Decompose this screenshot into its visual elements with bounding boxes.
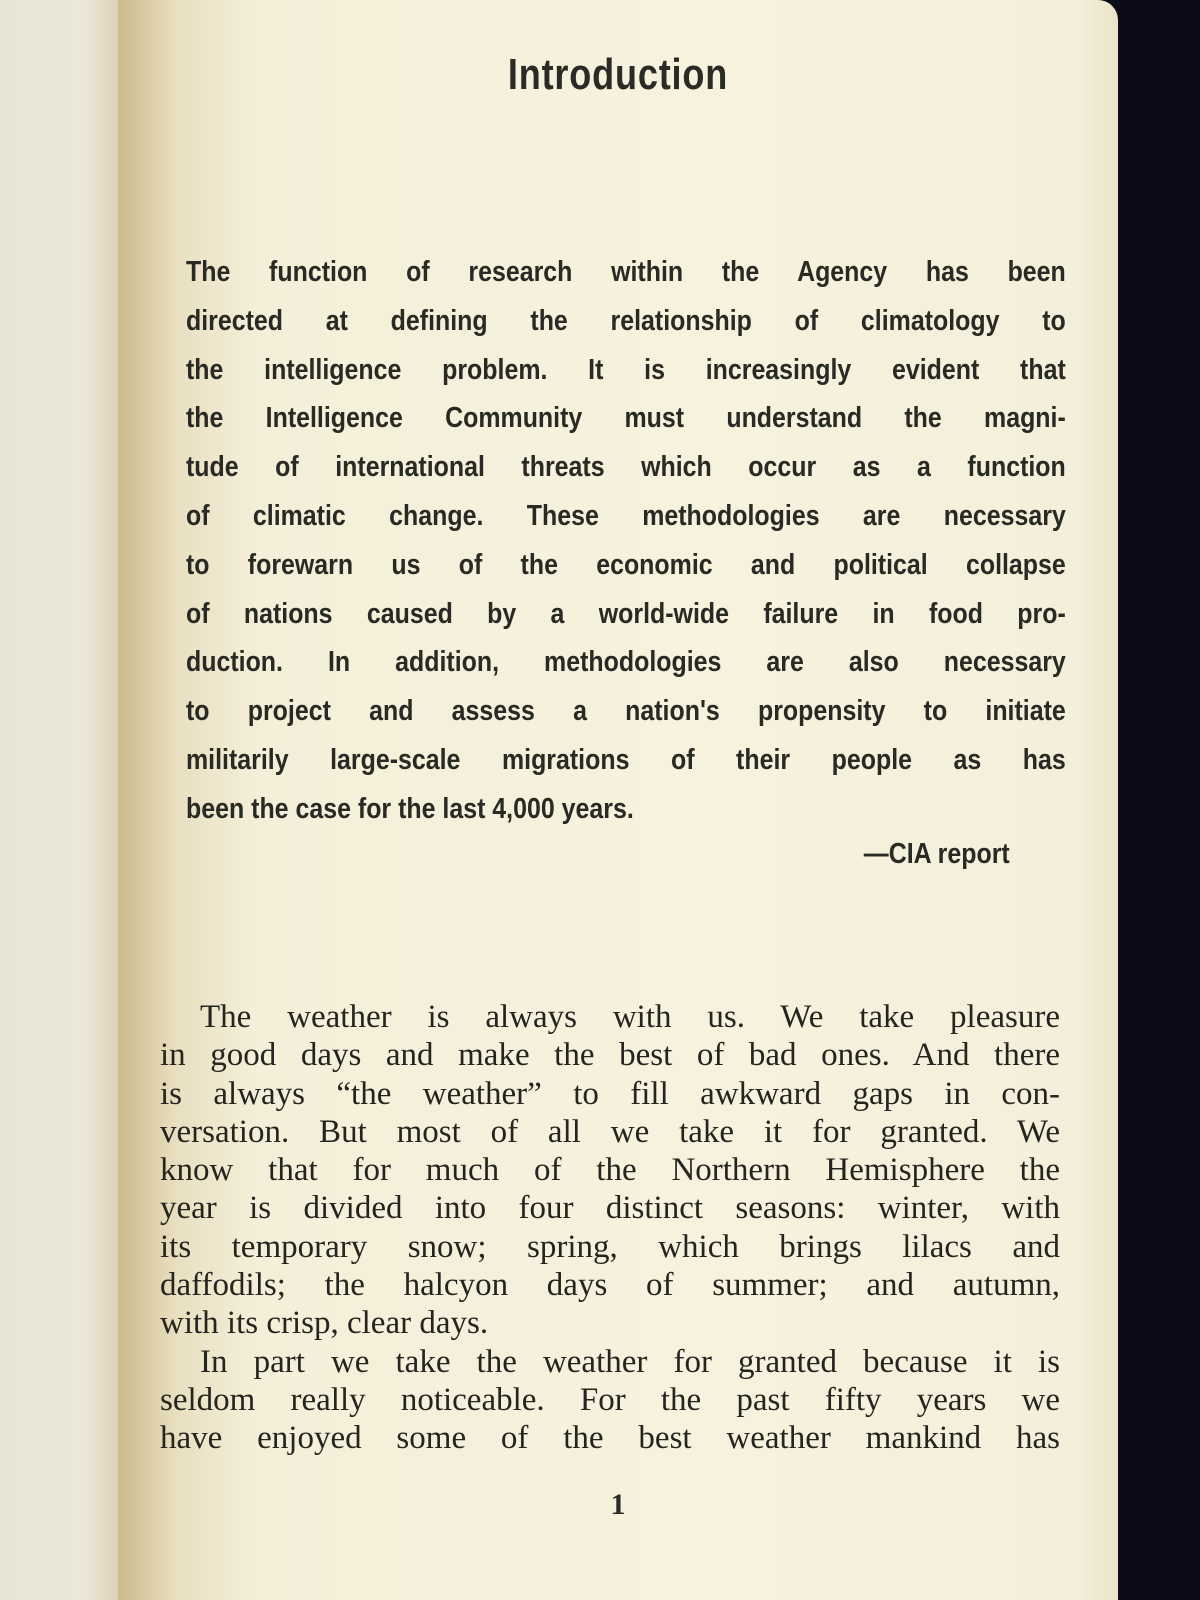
- quote-line: of nations caused by a world-wide failure in food pro-: [186, 597, 1066, 630]
- chapter-title: Introduction: [507, 50, 729, 99]
- quote-attribution: —CIA report: [864, 838, 1010, 870]
- paragraph-line: in good days and make the best of bad ones. And there: [160, 1037, 1060, 1074]
- quote-line: directed at defining the relationship of climatology to: [186, 304, 1066, 337]
- paragraph-line: is always “the weather” to fill awkward gaps in con-: [160, 1075, 1060, 1112]
- paragraph-line: versation. But most of all we take it for granted. We: [160, 1113, 1060, 1150]
- paragraph-line: seldom really noticeable. For the past fifty years we: [160, 1381, 1060, 1418]
- quote-line: tude of international threats which occur as a function: [186, 451, 1066, 484]
- quote-line: The function of research within the Agency has been: [186, 256, 1066, 288]
- quote-line: militarily large-scale migrations of their people as has: [186, 743, 1066, 776]
- paragraph-line: know that for much of the Northern Hemisphere the: [160, 1152, 1060, 1189]
- quote-line: of climatic change. These methodologies are necessary: [186, 499, 1066, 532]
- quote-line: the Intelligence Community must understand the magni-: [186, 402, 1066, 435]
- paragraph-line: In part we take the weather for granted because it is: [200, 1343, 1060, 1380]
- paragraph-line: have enjoyed some of the best weather mankind has: [160, 1420, 1060, 1457]
- facing-page-edge: [0, 0, 122, 1600]
- body-text: [160, 998, 1060, 1458]
- paragraph-line: The weather is always with us. We take pleasure: [200, 999, 1060, 1035]
- book-page: [118, 0, 1118, 1600]
- paragraph-line: with its crisp, clear days.: [160, 1305, 489, 1342]
- quote-line: duction. In addition, methodologies are also necessary: [186, 646, 1066, 679]
- paragraph-line: its temporary snow; spring, which brings lilacs and: [160, 1228, 1060, 1265]
- quote-line: the intelligence problem. It is increasingly evident that: [186, 353, 1066, 386]
- quote-line: to forewarn us of the economic and political collapse: [186, 548, 1066, 581]
- paragraph-line: year is divided into four distinct seasons: winter, with: [160, 1190, 1060, 1227]
- quote-line: to project and assess a nation's propensity to initiate: [186, 695, 1066, 728]
- quote-line: been the case for the last 4,000 years.: [186, 792, 634, 825]
- page-number: 1: [610, 1488, 626, 1521]
- paragraph-line: daffodils; the halcyon days of summer; and autumn,: [160, 1267, 1060, 1304]
- epigraph-quote: [186, 248, 1066, 834]
